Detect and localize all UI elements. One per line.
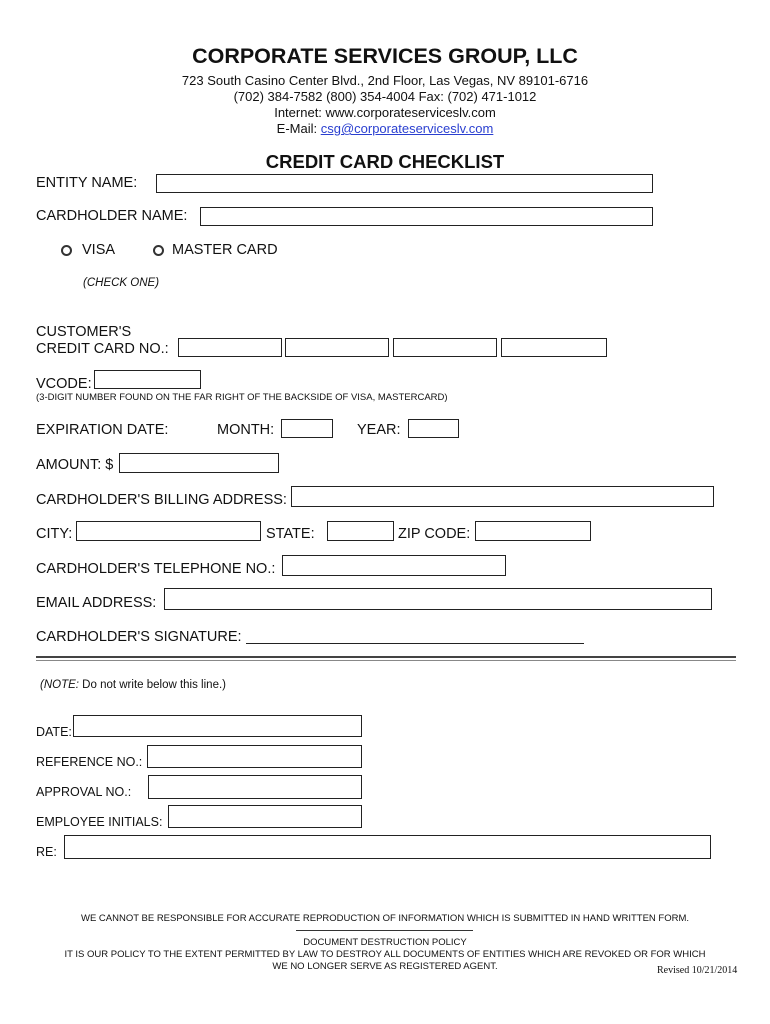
cardholder-name-field[interactable] — [200, 207, 653, 226]
telephone-field[interactable] — [282, 555, 506, 576]
telephone-label: CARDHOLDER'S TELEPHONE NO.: — [36, 561, 276, 577]
visa-label: VISA — [82, 242, 116, 258]
signature-label: CARDHOLDER'S SIGNATURE: — [36, 629, 242, 645]
policy-title: DOCUMENT DESTRUCTION POLICY — [303, 937, 467, 948]
office-note — [40, 679, 226, 691]
master-card-radio[interactable] — [153, 245, 164, 256]
date-field[interactable] — [73, 715, 362, 737]
signature-line[interactable] — [246, 643, 584, 644]
card-number-field-2[interactable] — [285, 338, 389, 357]
card-number-field-1[interactable] — [178, 338, 282, 357]
entity-name-label: ENTITY NAME: — [36, 175, 138, 191]
approval-no-field[interactable] — [148, 775, 362, 799]
card-number-field-3[interactable] — [393, 338, 497, 357]
amount-label: AMOUNT: $ — [36, 457, 114, 473]
amount-field[interactable] — [119, 453, 279, 473]
cardholder-name-label: CARDHOLDER NAME: — [36, 208, 188, 224]
vcode-field[interactable] — [94, 370, 201, 389]
state-field[interactable] — [327, 521, 394, 541]
email-link[interactable]: csg@corporateserviceslv.com — [320, 121, 494, 136]
note-text: Do not write below this line.) — [82, 679, 226, 691]
form-title: CREDIT CARD CHECKLIST — [265, 151, 505, 172]
month-field[interactable] — [281, 419, 333, 438]
city-label: CITY: — [36, 526, 73, 542]
check-one-note: (CHECK ONE) — [83, 277, 160, 289]
email-label: E-Mail: — [276, 121, 321, 136]
re-label: RE: — [36, 845, 57, 859]
employee-initials-label: EMPLOYEE INITIALS: — [36, 815, 163, 829]
policy-line-1: IT IS OUR POLICY TO THE EXTENT PERMITTED BY LAW TO DESTROY ALL DOCUMENTS OF ENTITIES WHICH ARE REVOKED OR FOR WHICH — [64, 949, 706, 960]
zip-code-field[interactable] — [475, 521, 591, 541]
vcode-note: (3-DIGIT NUMBER FOUND ON THE FAR RIGHT OF THE BACKSIDE OF VISA, MASTERCARD) — [36, 392, 448, 403]
date-label: DATE: — [36, 725, 72, 739]
company-phones: (702) 384-7582 (800) 354-4004 Fax: (702) 471-1012 — [233, 89, 537, 104]
company-email — [0, 121, 770, 136]
billing-address-label: CARDHOLDER'S BILLING ADDRESS: — [36, 492, 287, 508]
section-divider — [36, 656, 736, 661]
city-field[interactable] — [76, 521, 261, 541]
reference-no-label: REFERENCE NO.: — [36, 755, 143, 769]
visa-radio[interactable] — [61, 245, 72, 256]
year-field[interactable] — [408, 419, 459, 438]
company-name: CORPORATE SERVICES GROUP, LLC — [192, 44, 578, 68]
billing-address-field[interactable] — [291, 486, 714, 507]
month-label: MONTH: — [217, 422, 275, 438]
re-field[interactable] — [64, 835, 711, 859]
disclaimer: WE CANNOT BE RESPONSIBLE FOR ACCURATE REPRODUCTION OF INFORMATION WHICH IS SUBMITTED IN HAND WRITTEN FORM. — [80, 913, 690, 924]
note-prefix: (NOTE: — [40, 679, 83, 691]
company-address: 723 South Casino Center Blvd., 2nd Floor, Las Vegas, NV 89101-6716 — [181, 73, 589, 88]
reference-no-field[interactable] — [147, 745, 362, 768]
expiration-date-label: EXPIRATION DATE: — [36, 422, 169, 438]
state-label: STATE: — [266, 526, 315, 542]
credit-card-no-label: CREDIT CARD NO.: — [36, 341, 169, 357]
footer-divider — [296, 930, 473, 931]
master-card-label: MASTER CARD — [172, 242, 278, 258]
card-number-field-4[interactable] — [501, 338, 607, 357]
revised-date: Revised 10/21/2014 — [657, 965, 738, 976]
zip-code-label: ZIP CODE: — [398, 526, 471, 542]
vcode-label: VCODE: — [36, 376, 92, 392]
company-internet: Internet: www.corporateserviceslv.com — [274, 105, 496, 120]
policy-line-2: WE NO LONGER SERVE AS REGISTERED AGENT. — [272, 961, 498, 972]
entity-name-field[interactable] — [156, 174, 653, 193]
employee-initials-field[interactable] — [168, 805, 362, 828]
year-label: YEAR: — [357, 422, 401, 438]
email-address-label: EMAIL ADDRESS: — [36, 595, 157, 611]
customers-label: CUSTOMER'S — [36, 324, 132, 340]
email-address-field[interactable] — [164, 588, 712, 610]
approval-no-label: APPROVAL NO.: — [36, 785, 132, 799]
